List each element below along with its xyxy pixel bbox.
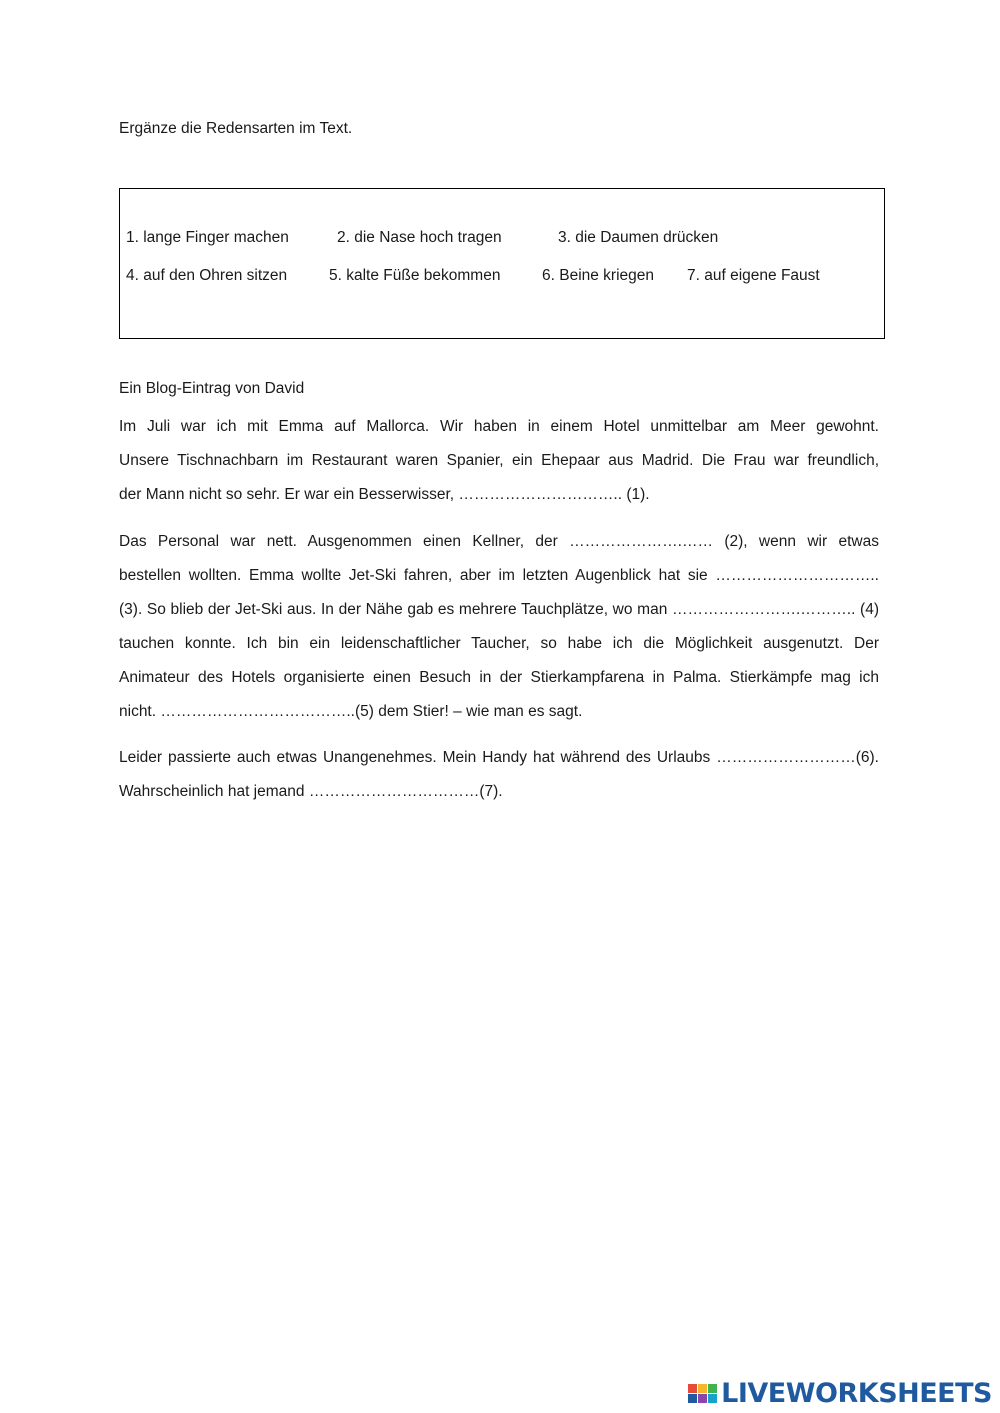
logo-icon [688,1384,717,1403]
logo-square [708,1384,717,1393]
phrase-3: 3. die Daumen drücken [558,229,719,246]
logo-square [698,1384,707,1393]
logo-text: LIVEWORKSHEETS [721,1377,992,1409]
paragraph-line: nicht. ………………………………..(5) dem Stier! – wie man es sagt. [119,703,583,720]
phrase-box [119,188,885,339]
logo-square [688,1394,697,1403]
paragraph-2 [119,525,879,729]
paragraph-line: Im Juli war ich mit Emma auf Mallorca. Wir haben in einem Hotel unmittelbar am Meer gewohnt. [119,418,879,435]
phrase-4: 4. auf den Ohren sitzen [126,267,288,284]
logo-square [708,1394,717,1403]
paragraph-3 [119,741,879,809]
paragraph-line: bestellen wollten. Emma wollte Jet-Ski fahren, aber im letzten Augenblick hat sie ………………………….. [119,567,879,584]
blog-title: Ein Blog-Eintrag von David [119,380,305,397]
instruction-text: Ergänze die Redensarten im Text. [119,120,353,137]
liveworksheets-logo [688,1377,992,1409]
logo-square [688,1384,697,1393]
phrase-7: 7. auf eigene Faust [687,267,820,284]
paragraph-line: Unsere Tischnachbarn im Restaurant waren Spanier, ein Ehepaar aus Madrid. Die Frau war freundlich, [119,452,879,469]
paragraph-line: Animateur des Hotels organisierte einen Besuch in der Stierkampfarena in Palma. Stierkämpfe mag ich [119,669,879,686]
phrase-5: 5. kalte Füße bekommen [329,267,501,284]
paragraph-line: (3). So blieb der Jet-Ski aus. In der Nähe gab es mehrere Tauchplätze, wo man …………………….……….. (4) [119,601,879,618]
phrase-1: 1. lange Finger machen [126,229,289,246]
paragraph-line: der Mann nicht so sehr. Er war ein Besserwisser, ………………………….. (1). [119,486,650,503]
paragraph-1 [119,410,879,512]
logo-square [698,1394,707,1403]
paragraph-line: Das Personal war nett. Ausgenommen einen Kellner, der ………………….…… (2), wenn wir etwas [119,533,879,550]
paragraph-line: tauchen konnte. Ich bin ein leidenschaftlicher Taucher, so habe ich die Möglichkeit ausgenutzt. Der [119,635,879,652]
paragraph-line: Leider passierte auch etwas Unangenehmes. Mein Handy hat während des Urlaubs ………………………(6). [119,749,879,766]
paragraph-line: Wahrscheinlich hat jemand ……………………………(7). [119,783,503,800]
phrase-2: 2. die Nase hoch tragen [337,229,502,246]
phrase-6: 6. Beine kriegen [542,267,655,284]
